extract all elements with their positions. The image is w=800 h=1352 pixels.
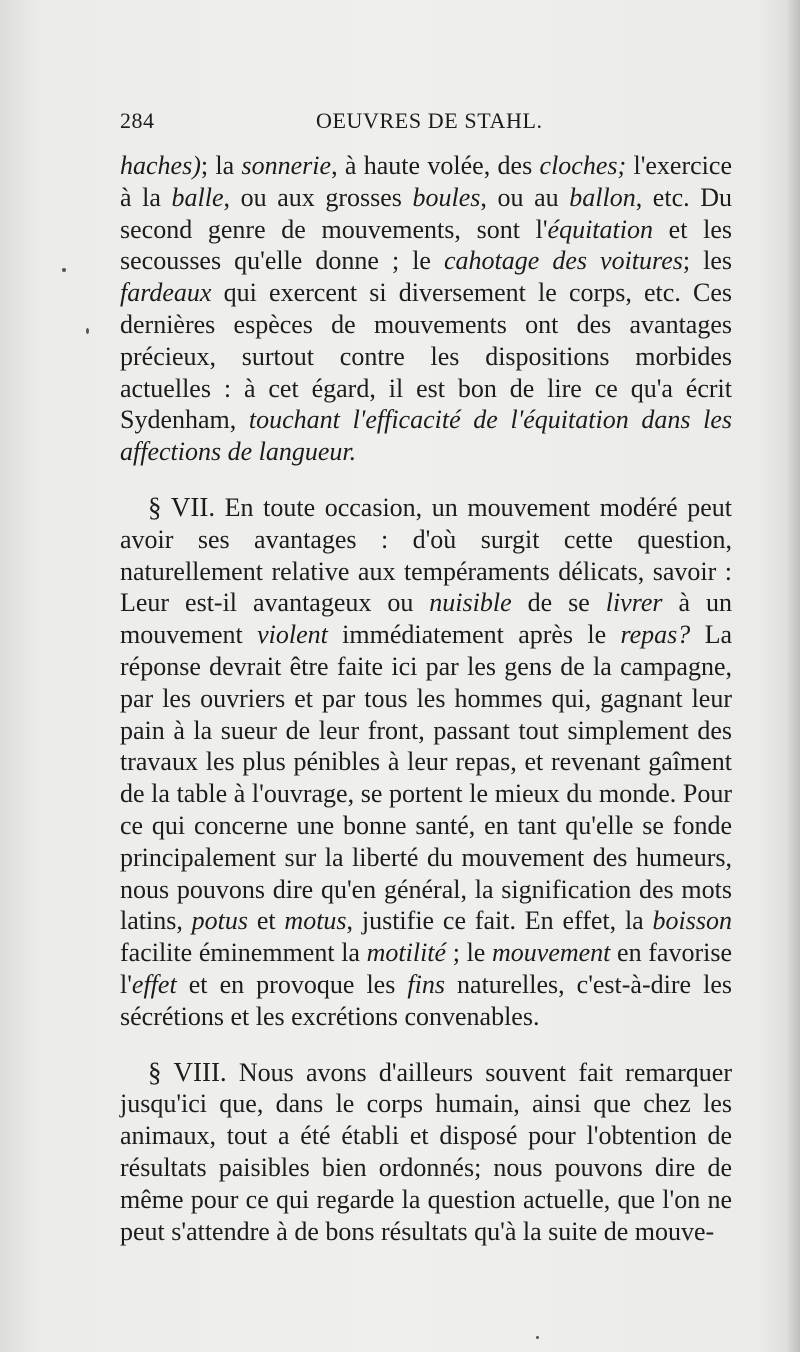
italic-text-run: cahotage des voitures (444, 246, 683, 276)
italic-text-run: sonnerie (241, 151, 332, 180)
italic-text-run: repas? (620, 620, 691, 650)
print-speck (62, 268, 66, 272)
italic-text-run: fardeaux (120, 278, 212, 308)
text-run: à un mouvement (120, 588, 733, 650)
paragraph-section-viii (120, 1057, 732, 1248)
text-run: , etc. Du second genre de mouvements, sont l' (120, 182, 732, 244)
text-run: La réponse devrait être faite ici par les gens de la campagne, par les ouvriers et par tous les hommes qui, gagnant leur pain à la sueur de leur front, passant tout simplement des travaux les plus pénibles à leur repas, et revenant gaîment de la table à l'ouvrage, se portent le mieux du monde. Pour ce qui concerne une bonne santé, en tant qu'elle se fonde principalement sur la liberté du mouvement des humeurs, nous pouvons dire qu'en général, la signification des mots latins, (120, 620, 732, 936)
italic-text-run: nuisible (429, 588, 512, 618)
text-run: , ou aux grosses (223, 182, 413, 212)
italic-text-run: motilité (366, 938, 447, 968)
italic-text-run: violent (257, 620, 328, 650)
text-run: ; le (446, 938, 492, 968)
italic-text-run: potus (191, 906, 248, 936)
text-run: Nous avons d'ailleurs souvent fait remarquer jusqu'ici que, dans le corps humain, ainsi que chez les animaux, tout a été établi et disposé pour l'obtention de résultats paisibles bien ordonnés; nous pouvons dire de même pour ce qui regarde la question actuelle, que l'on ne peut s'attendre à de bons résultats qu'à la suite de mouve- (120, 1057, 732, 1246)
print-speck (536, 1336, 539, 1339)
text-run: , justifie ce fait. En effet, la (346, 906, 653, 936)
text-run: facilite éminemment la (120, 938, 367, 968)
text-run: ; les (682, 246, 732, 276)
italic-text-run: mouvement (492, 938, 611, 968)
italic-text-run: boisson (652, 906, 733, 936)
text-run: ; la (200, 151, 242, 180)
text-run: et les secousses qu'elle donne ; le (120, 214, 732, 276)
italic-text-run: touchant l'efficacité de l'équitation dans les affections de langueur. (120, 405, 732, 467)
paragraph-continuation (120, 150, 732, 468)
text-run: , ou au (480, 182, 570, 212)
italic-text-run: balle (171, 182, 224, 212)
text-run: § VIII. (148, 1056, 227, 1087)
running-title: OEUVRES DE STAHL. (316, 108, 543, 133)
italic-text-run: motus (284, 906, 347, 936)
italic-text-run: cloches; (539, 151, 627, 180)
italic-text-run: ballon (569, 182, 636, 212)
page-header (120, 108, 730, 144)
text-run: , à haute volée, des (331, 151, 540, 180)
page-number: 284 (120, 108, 155, 133)
text-run: En toute occasion, un mouvement modéré peut avoir ses avantages : d'où surgit cette question, naturellement relative aux tempéraments délicats, savoir : Leur est-il avantageux ou (120, 492, 733, 618)
italic-text-run: boules (412, 182, 481, 212)
italic-text-run: livrer (605, 588, 663, 618)
text-run: naturelles, c'est-à-dire les sécrétions et les excrétions convenables. (120, 969, 732, 1031)
print-speck (86, 328, 89, 334)
text-run: qui exercent si diversement le corps, etc. Ces dernières espèces de mouvements ont des avantages précieux, surtout contre les dispositions morbides actuelles : à cet égard, il est bon de lire ce qu'a écrit Sydenham, (120, 278, 732, 435)
text-run: l'exercice à la (120, 151, 732, 212)
italic-text-run: fins (407, 969, 445, 999)
paragraph-section-vii (120, 492, 732, 1033)
text-run: et (248, 906, 285, 936)
text-run: et en provoque les (176, 969, 408, 999)
italic-text-run: équitation (547, 214, 653, 244)
text-run: § VII. (148, 491, 216, 522)
body-text (120, 150, 732, 1247)
italic-text-run: haches) (120, 151, 201, 180)
text-run: en favorise l' (120, 938, 732, 999)
text-run: de se (511, 588, 606, 618)
italic-text-run: effet (131, 969, 177, 999)
text-run: immédiatement après le (327, 620, 621, 650)
page-edge-shadow (786, 0, 800, 1352)
